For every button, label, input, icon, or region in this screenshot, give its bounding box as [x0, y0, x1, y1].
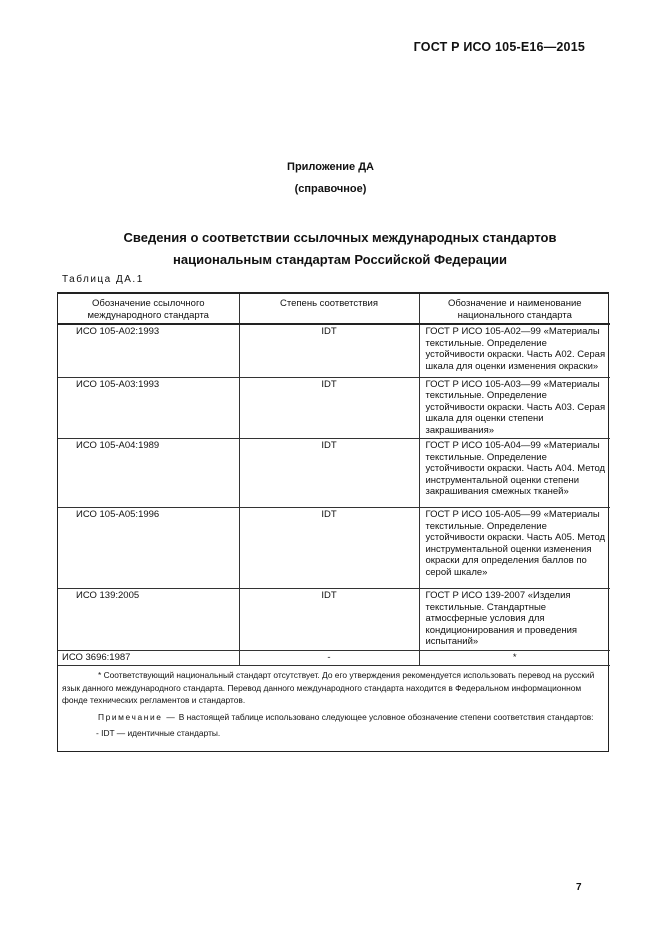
note-text: В настоящей таблице использовано следующее условное обозначение степени соответствия стандартов:	[176, 711, 594, 722]
table-row	[58, 650, 610, 666]
page-number: 7	[576, 882, 582, 893]
main-title-line-1: Сведения о соответствии ссылочных международных стандартов	[123, 230, 557, 245]
table-row	[58, 439, 610, 508]
table-row	[58, 377, 610, 439]
cell-degree: IDT	[239, 439, 419, 508]
annex-subtitle: (справочное)	[294, 183, 367, 195]
annex-title: Приложение ДА	[287, 161, 374, 173]
cell-reference: ИСО 105-А03:1993	[58, 377, 239, 439]
note	[62, 711, 606, 724]
cell-national: *	[419, 650, 610, 666]
table-notes-row	[58, 666, 610, 744]
table-row	[58, 324, 610, 377]
cell-degree: IDT	[239, 508, 419, 589]
cell-reference: ИСО 105-А04:1989	[58, 439, 239, 508]
header-reference-standard: Обозначение ссылочного международного стандарта	[58, 294, 239, 324]
document-code: ГОСТ Р ИСО 105-Е16—2015	[413, 40, 585, 54]
cell-degree: IDT	[239, 324, 419, 377]
table-label: Таблица ДА.1	[62, 274, 144, 285]
cell-national: ГОСТ Р ИСО 105-А05—99 «Материалы текстильные. Определение устойчивости окраски. Часть А05. Метод инструментальной оценки изменения окраски для определения баллов по серой шкале»	[419, 508, 610, 589]
cell-national: ГОСТ Р ИСО 139-2007 «Изделия текстильные. Стандартные атмосферные условия для кондиционирования и проведения испытаний»	[419, 589, 610, 651]
cell-degree: IDT	[239, 589, 419, 651]
table-row	[58, 589, 610, 651]
main-title-line-2: национальным стандартам Российской Федерации	[173, 252, 507, 267]
cell-national: ГОСТ Р ИСО 105-А03—99 «Материалы текстильные. Определение устойчивости окраски. Часть А03. Серая шкала для оценки степени закрашивания»	[419, 377, 610, 439]
cell-degree: -	[239, 650, 419, 666]
table-header-row	[58, 294, 610, 324]
header-national-standard: Обозначение и наименование национального стандарта	[419, 294, 610, 324]
header-degree: Степень соответствия	[239, 294, 419, 324]
cell-reference: ИСО 105-А02:1993	[58, 324, 239, 377]
idt-definition: - IDT — идентичные стандарты.	[96, 728, 221, 738]
footnote: * Соответствующий национальный стандарт отсутствует. До его утверждения рекомендуется использовать перевод на русский язык данного международного стандарта. Перевод данного международного стандарта находится в Федеральном информационном фонде технических регламентов и стандартов.	[62, 670, 595, 705]
cell-degree: IDT	[239, 377, 419, 439]
cell-reference: ИСО 3696:1987	[58, 650, 239, 666]
cell-reference: ИСО 105-А05:1996	[58, 508, 239, 589]
cell-national: ГОСТ Р ИСО 105-А02—99 «Материалы текстильные. Определение устойчивости окраски. Часть А02. Серая шкала для оценки изменения окраски»	[419, 324, 610, 377]
note-label: Примечание —	[98, 711, 177, 722]
correspondence-table	[57, 292, 609, 752]
cell-reference: ИСО 139:2005	[58, 589, 239, 651]
table-row	[58, 508, 610, 589]
table-notes	[58, 666, 610, 744]
main-title	[0, 227, 661, 271]
cell-national: ГОСТ Р ИСО 105-А04—99 «Материалы текстильные. Определение устойчивости окраски. Часть А04. Метод инструментальной оценки степени закрашивания смежных тканей»	[419, 439, 610, 508]
